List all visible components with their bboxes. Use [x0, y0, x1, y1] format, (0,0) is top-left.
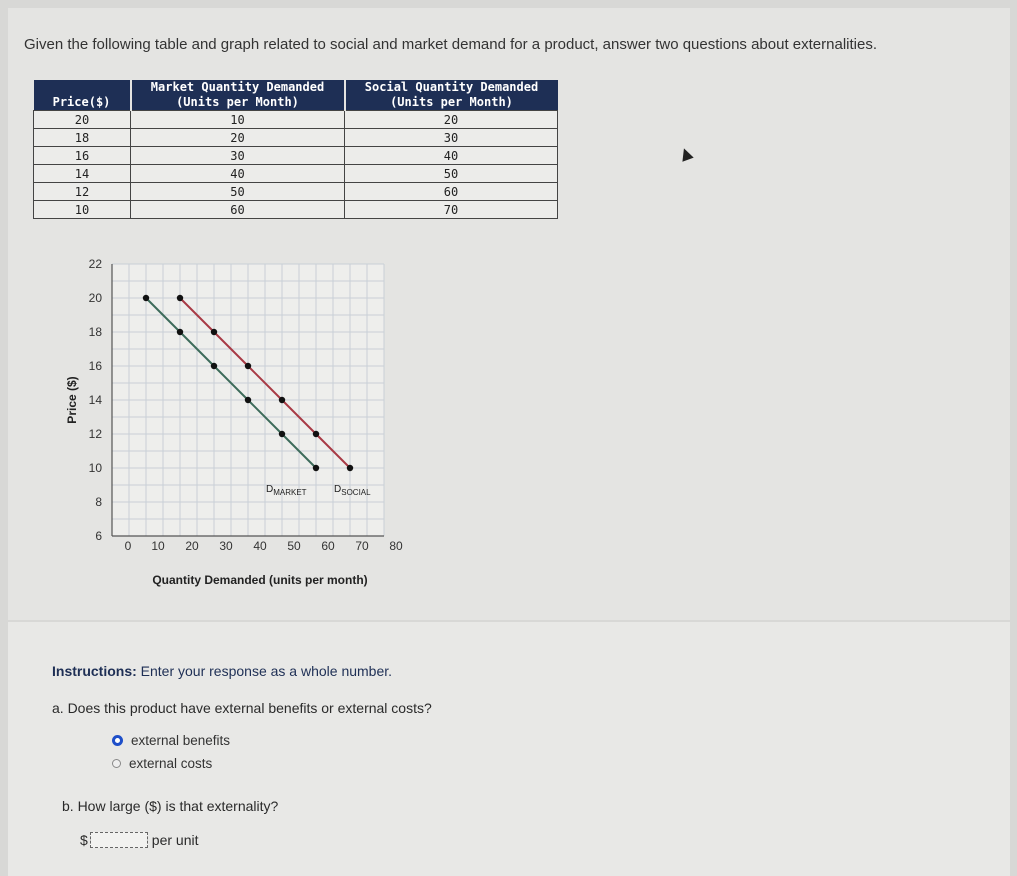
y-tick-label: 20: [88, 291, 102, 305]
cell-social: 30: [345, 129, 558, 147]
data-point-social: [211, 329, 217, 335]
legend-label-social: $D_{SOCIAL}$: [334, 484, 371, 497]
cell-social: 50: [345, 165, 558, 183]
option-external-costs[interactable]: external costs: [112, 756, 212, 771]
x-axis-label: Quantity Demanded (units per month): [152, 573, 368, 587]
cell-market: 30: [131, 147, 345, 165]
cell-price: 20: [34, 111, 131, 129]
y-tick-label: 10: [88, 461, 102, 475]
per-unit-suffix: per unit: [151, 832, 199, 848]
cell-social: 20: [345, 111, 558, 129]
header-market: Market Quantity Demanded (Units per Month): [131, 80, 345, 111]
data-point-market: [177, 329, 183, 335]
y-axis-label: Price ($): [65, 376, 79, 424]
radio-selected-icon[interactable]: [112, 735, 123, 746]
cell-market: 20: [131, 129, 345, 147]
data-point-social: [313, 431, 319, 437]
y-tick-label: 12: [88, 427, 102, 441]
x-tick-label: 60: [321, 539, 335, 553]
x-tick-label: 50: [287, 539, 301, 553]
cell-market: 10: [131, 111, 345, 129]
x-tick-label: 70: [355, 539, 369, 553]
cell-price: 18: [34, 129, 131, 147]
y-tick-label: 8: [95, 495, 102, 509]
cell-market: 60: [131, 201, 345, 219]
data-point-market: [245, 397, 251, 403]
y-tick-label: 16: [88, 359, 102, 373]
x-tick-label: 20: [185, 539, 199, 553]
x-tick-label: 0: [124, 539, 132, 553]
header-social: Social Quantity Demanded (Units per Month): [345, 80, 558, 111]
data-point-social: [177, 295, 183, 301]
x-tick-label: 10: [151, 539, 165, 553]
cell-price: 16: [34, 147, 131, 165]
cell-market: 40: [131, 165, 345, 183]
x-tick-label: 40: [253, 539, 267, 553]
cell-price: 12: [34, 183, 131, 201]
x-tick-label: 30: [219, 539, 233, 553]
cell-social: 40: [345, 147, 558, 165]
instructions: Instructions: Enter your response as a whole number.: [52, 663, 393, 679]
data-point-social: [347, 465, 353, 471]
data-point-market: [313, 465, 319, 471]
question-a: a. Does this product have external benefits or external costs?: [52, 700, 432, 716]
y-tick-label: 18: [88, 325, 102, 339]
cell-social: 60: [345, 183, 558, 201]
y-tick-label: 14: [88, 393, 102, 407]
y-tick-label: 6: [95, 529, 102, 543]
data-point-market: [211, 363, 217, 369]
data-point-market: [279, 431, 285, 437]
radio-unselected-icon[interactable]: [112, 759, 121, 768]
data-point-social: [245, 363, 251, 369]
legend-label-market: $D_{MARKET}$: [266, 484, 307, 497]
dollar-prefix: $: [80, 832, 88, 848]
data-point-social: [279, 397, 285, 403]
cell-market: 50: [131, 183, 345, 201]
cell-price: 14: [34, 165, 131, 183]
data-point-market: [143, 295, 149, 301]
externality-amount-input[interactable]: [90, 832, 148, 848]
question-text: Given the following table and graph related to social and market demand for a product, answer two questions about externalities.: [24, 36, 878, 53]
header-price: Price($): [34, 80, 131, 111]
answer-row: [80, 832, 199, 848]
x-tick-label: 80: [389, 539, 403, 553]
question-b: b. How large ($) is that externality?: [62, 798, 279, 814]
cell-price: 10: [34, 201, 131, 219]
y-tick-label: 22: [88, 257, 102, 271]
cell-social: 70: [345, 201, 558, 219]
option-external-benefits[interactable]: external benefits: [112, 733, 230, 748]
